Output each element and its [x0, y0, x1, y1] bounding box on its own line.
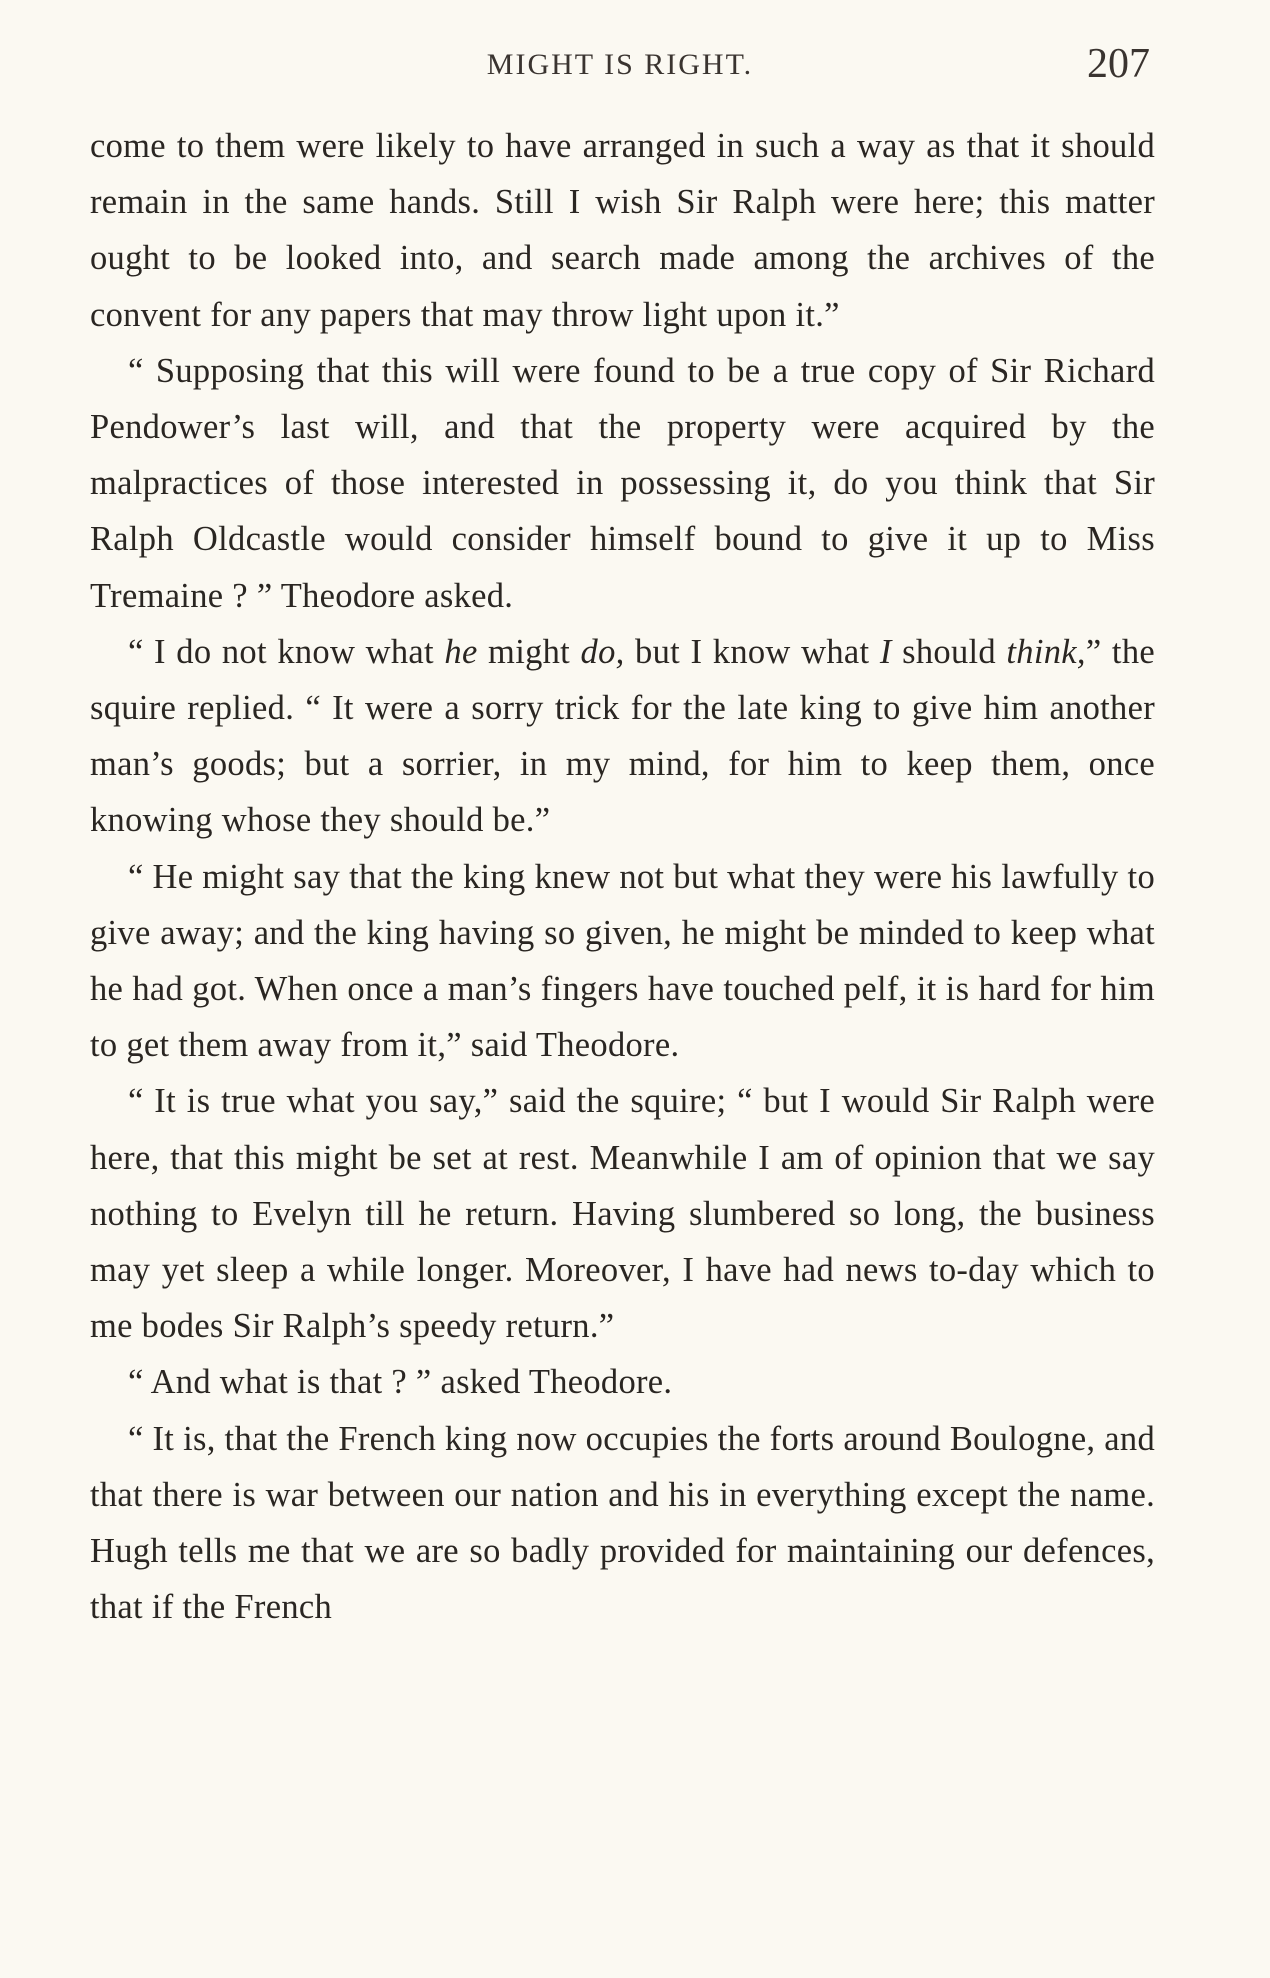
paragraph-3 [90, 624, 1155, 849]
paragraph-3-text-e: but I know what [624, 632, 880, 671]
paragraph-3-text-g: should [891, 632, 1007, 671]
paragraph-3-italic-he: he [444, 632, 478, 671]
paragraph-5: “ It is true what you say,” said the squire; “ but I would Sir Ralph were here, that this might be set at rest. Meanwhile I am of opinion that we say nothing to Evelyn till he return. Having slumbered so long, the business may yet sleep a while longer. Moreover, I have had news to-day which to me bodes Sir Ralph’s speedy return.” [90, 1082, 1155, 1346]
paragraph-1: come to them were likely to have arranged in such a way as that it should remain in the same hands. Still I wish Sir Ralph were here; this matter ought to be looked into, and search made among the archives of the convent for any papers that may throw light upon it.” [90, 127, 1155, 334]
paragraph-3-italic-think: think, [1006, 632, 1086, 671]
running-title: MIGHT IS RIGHT. [486, 48, 754, 81]
paragraph-4: “ He might say that the king knew not but what they were his lawfully to give away; and the king having so given, he might be minded to keep what he had got. When once a man’s fingers have touched pelf, it is hard for him to get them away from it,” said Theodore. [90, 857, 1155, 1065]
paragraph-3-italic-i: I [879, 632, 892, 671]
paragraph-6: “ And what is that ? ” asked Theodore. [127, 1363, 673, 1402]
paragraph-3-text-i: ” the squire replied. “ It were a sorry trick for the late king to give him another man’s goods; but a sorrier, in my mind, for him to keep them, once knowing whose they should be.” [90, 632, 1155, 840]
paragraph-2: “ Supposing that this will were found to be a true copy of Sir Richard Pendower’s last will, and that the property were acquired by the malpractices of those interested in possessing it, do you think that Sir Ralph Oldcastle would consider himself bound to give it up to Miss Tremaine ? ” Theodore asked. [90, 351, 1155, 615]
page-number: 207 [1087, 41, 1150, 87]
paragraph-7: “ It is, that the French king now occupies the forts around Boulogne, and that there is war between our nation and his in everything except the name. Hugh tells me that we are so badly provided for maintaining our defences, that if the French [90, 1419, 1155, 1627]
paragraph-3-text-c: might [477, 632, 581, 671]
body-text [90, 118, 1155, 1635]
paragraph-3-italic-do: do, [580, 632, 625, 671]
paragraph-3-text-a: “ I do not know what [127, 632, 445, 671]
page-header [90, 40, 1150, 100]
